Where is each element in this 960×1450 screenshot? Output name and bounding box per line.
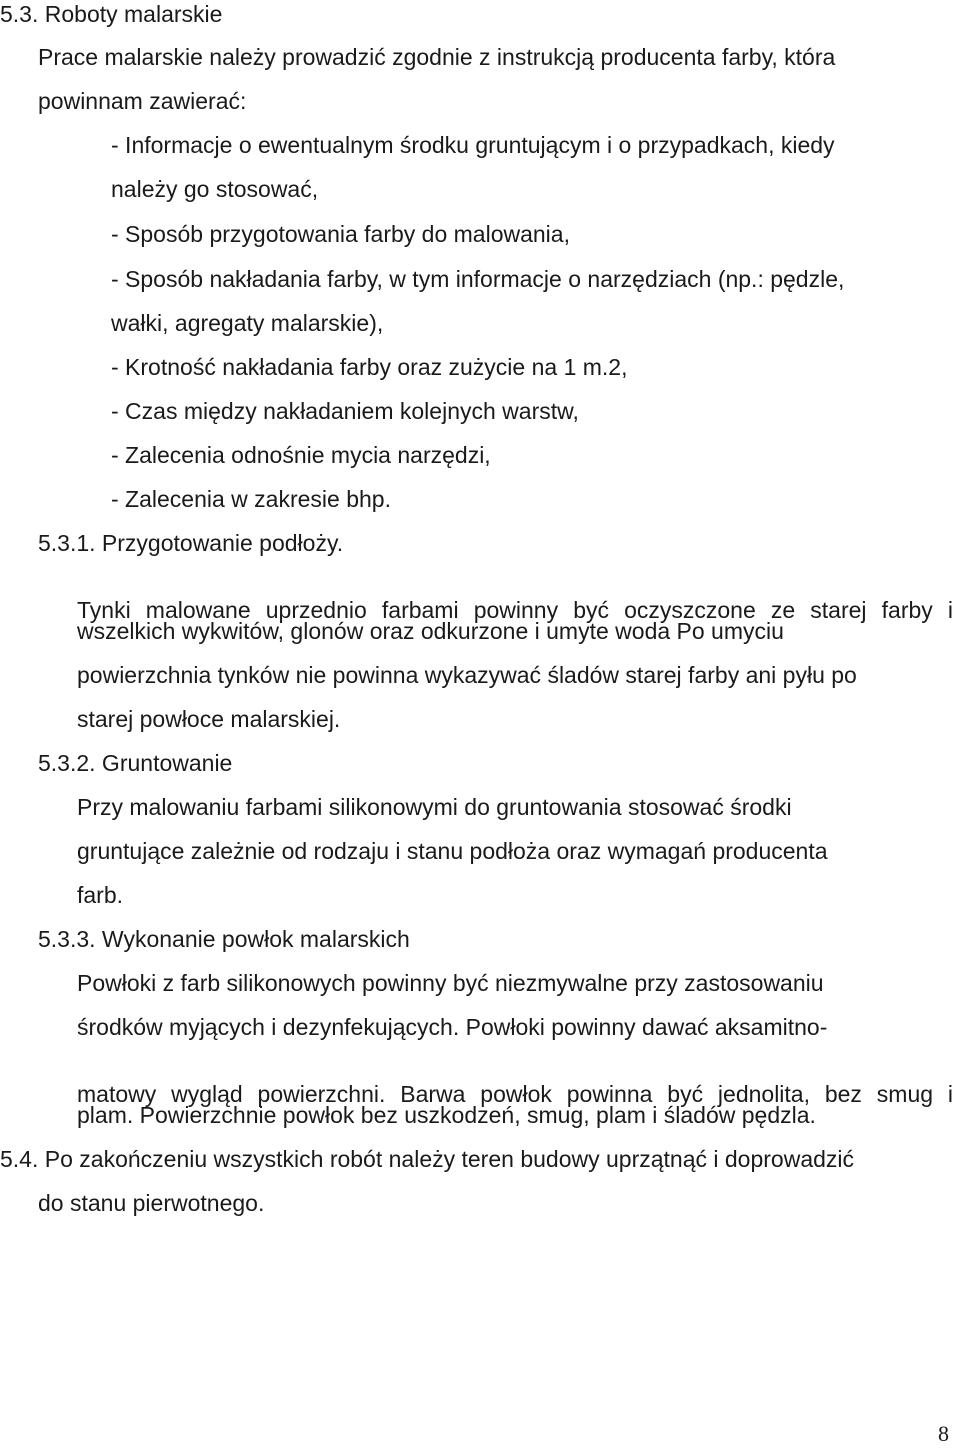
section-heading-5-3: 5.3. Roboty malarskie	[0, 1, 223, 27]
paragraph-line: Tynki malowane uprzednio farbami powinny być oczyszczone ze starej farby i	[77, 597, 953, 623]
paragraph-line: gruntujące zależnie od rodzaju i stanu podłoża oraz wymagań producenta	[77, 838, 828, 864]
list-item: - Czas między nakładaniem kolejnych warstw,	[111, 398, 579, 424]
paragraph-line: matowy wygląd powierzchni. Barwa powłok powinna być jednolita, bez smug i	[77, 1081, 953, 1107]
paragraph-line: wszelkich wykwitów, glonów oraz odkurzone i umyte woda Po umyciu	[77, 618, 784, 644]
paragraph-line: Powłoki z farb silikonowych powinny być niezmywalne przy zastosowaniu	[77, 970, 824, 996]
paragraph-line: Przy malowaniu farbami silikonowymi do gruntowania stosować środki	[77, 794, 792, 820]
paragraph-line: powierzchnia tynków nie powinna wykazywać śladów starej farby ani pyłu po	[77, 662, 857, 688]
list-item: wałki, agregaty malarskie),	[111, 310, 384, 336]
list-item: - Sposób przygotowania farby do malowania,	[111, 221, 570, 247]
list-item: - Krotność nakładania farby oraz zużycie na 1 m.2,	[111, 354, 628, 380]
paragraph-line: środków myjących i dezynfekujących. Powłoki powinny dawać aksamitno-	[77, 1014, 828, 1040]
paragraph-line: plam. Powierzchnie powłok bez uszkodzeń, smug, plam i śladów pędzla.	[77, 1102, 816, 1128]
list-item: - Sposób nakładania farby, w tym informacje o narzędziach (np.: pędzle,	[111, 266, 845, 292]
list-item: - Zalecenia odnośnie mycia narzędzi,	[111, 442, 491, 468]
subsection-heading-5-3-3: 5.3.3. Wykonanie powłok malarskich	[38, 926, 410, 952]
paragraph-line: starej powłoce malarskiej.	[77, 706, 341, 732]
page-number: 8	[938, 1421, 949, 1446]
subsection-heading-5-3-1: 5.3.1. Przygotowanie podłoży.	[38, 530, 344, 556]
intro-line: Prace malarskie należy prowadzić zgodnie z instrukcją producenta farby, która	[38, 44, 836, 70]
paragraph-line: farb.	[77, 882, 124, 908]
list-item: - Informacje o ewentualnym środku gruntującym i o przypadkach, kiedy	[111, 132, 835, 158]
section-heading-5-4: 5.4. Po zakończeniu wszystkich robót należy teren budowy uprzątnąć i doprowadzić	[0, 1146, 855, 1172]
intro-line: powinnam zawierać:	[38, 88, 247, 114]
list-item: - Zalecenia w zakresie bhp.	[111, 486, 391, 512]
list-item: należy go stosować,	[111, 176, 319, 202]
subsection-heading-5-3-2: 5.3.2. Gruntowanie	[38, 750, 233, 776]
paragraph-line: do stanu pierwotnego.	[38, 1190, 265, 1216]
